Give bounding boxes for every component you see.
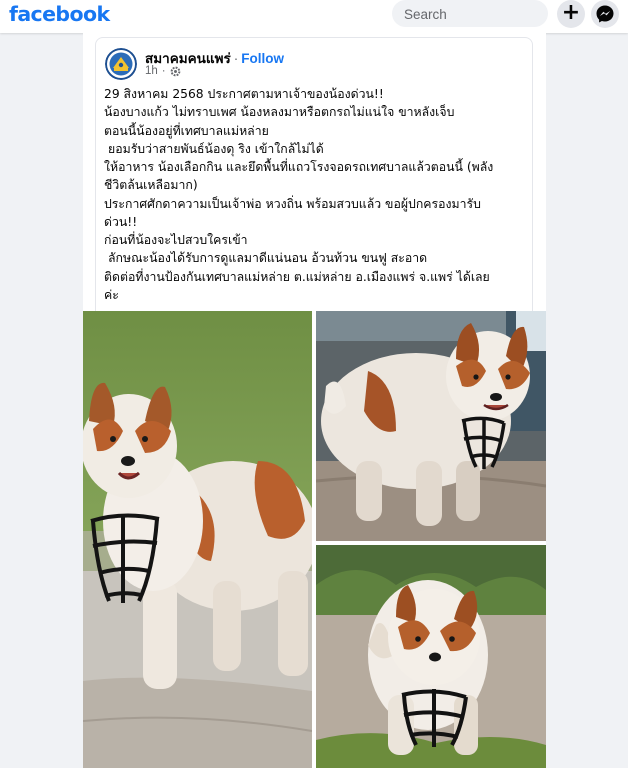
post-text-line: ประกาศศักดาความเป็นเจ้าพ่อ หวงถิ่น พร้อมสวบแล้ว ขอผู้ปกครองมารับ [104,196,481,211]
gear-icon[interactable] [170,66,181,77]
post-text-line: ด่วน!! [104,214,138,229]
dog-photo-1[interactable] [83,311,312,768]
plus-icon: + [561,0,581,25]
messenger-button[interactable] [591,0,619,28]
post-text-line: ตอนนี้น้องอยู่ที่เทศบาลแม่หล่าย [104,123,269,138]
facebook-logo[interactable]: facebook [9,2,110,26]
post-text-line: 29 สิงหาคม 2568 ประกาศตามหาเจ้าของน้องด่วน!! [104,87,384,101]
search-input[interactable] [402,0,546,29]
post-meta [145,65,181,77]
search-box[interactable] [392,0,548,27]
messenger-icon [595,4,615,24]
dog-photo-2[interactable] [316,311,546,541]
post-text-line: น้องบางแก้ว ไม่ทราบเพศ น้องหลงมาหรือตกรถไม่แน่ใจ ขาหลังเจ็บ [104,105,455,120]
post-text [104,85,534,304]
post-text-line: ลักษณะน้องได้รับการดูแลมาดีแน่นอน อ้วนท้วน ขนฟู สะอาด [108,251,428,266]
post-text-line: ยอมรับว่าสายพันธ์น้องดุ ริง เข้าใกล้ไม่ได้ [108,141,324,156]
page-name[interactable]: สมาคมคนแพร่ [145,51,231,66]
post-time[interactable]: 1h [145,65,158,77]
separator-dot: · [233,51,239,66]
page-avatar[interactable] [105,48,137,80]
page-logo-icon [105,48,137,80]
follow-button[interactable]: Follow [241,51,285,66]
separator-dot: · [161,65,166,77]
top-navigation-bar [0,0,628,33]
post-text-line: ก่อนที่น้องจะไปสวบใครเข้า [104,233,248,247]
post-text-line: ติดต่อที่งานป้องกันเทศบาลแม่หล่าย ต.แม่หล่าย อ.เมืองแพร่ จ.แพร่ ได้เลย [104,269,490,284]
create-button[interactable] [557,0,585,28]
post-card [83,33,546,768]
post-text-line: ชีวิตล้นเหลือมาก) [104,178,198,193]
post-text-line: ค่ะ [104,287,119,302]
post-text-line: ให้อาหาร น้องเลือกกิน และยึดพื้นที่แถวโรงจอดรถเทศบาลแล้วตอนนี้ (พลัง [104,160,494,174]
dog-photo-3[interactable] [316,545,546,768]
